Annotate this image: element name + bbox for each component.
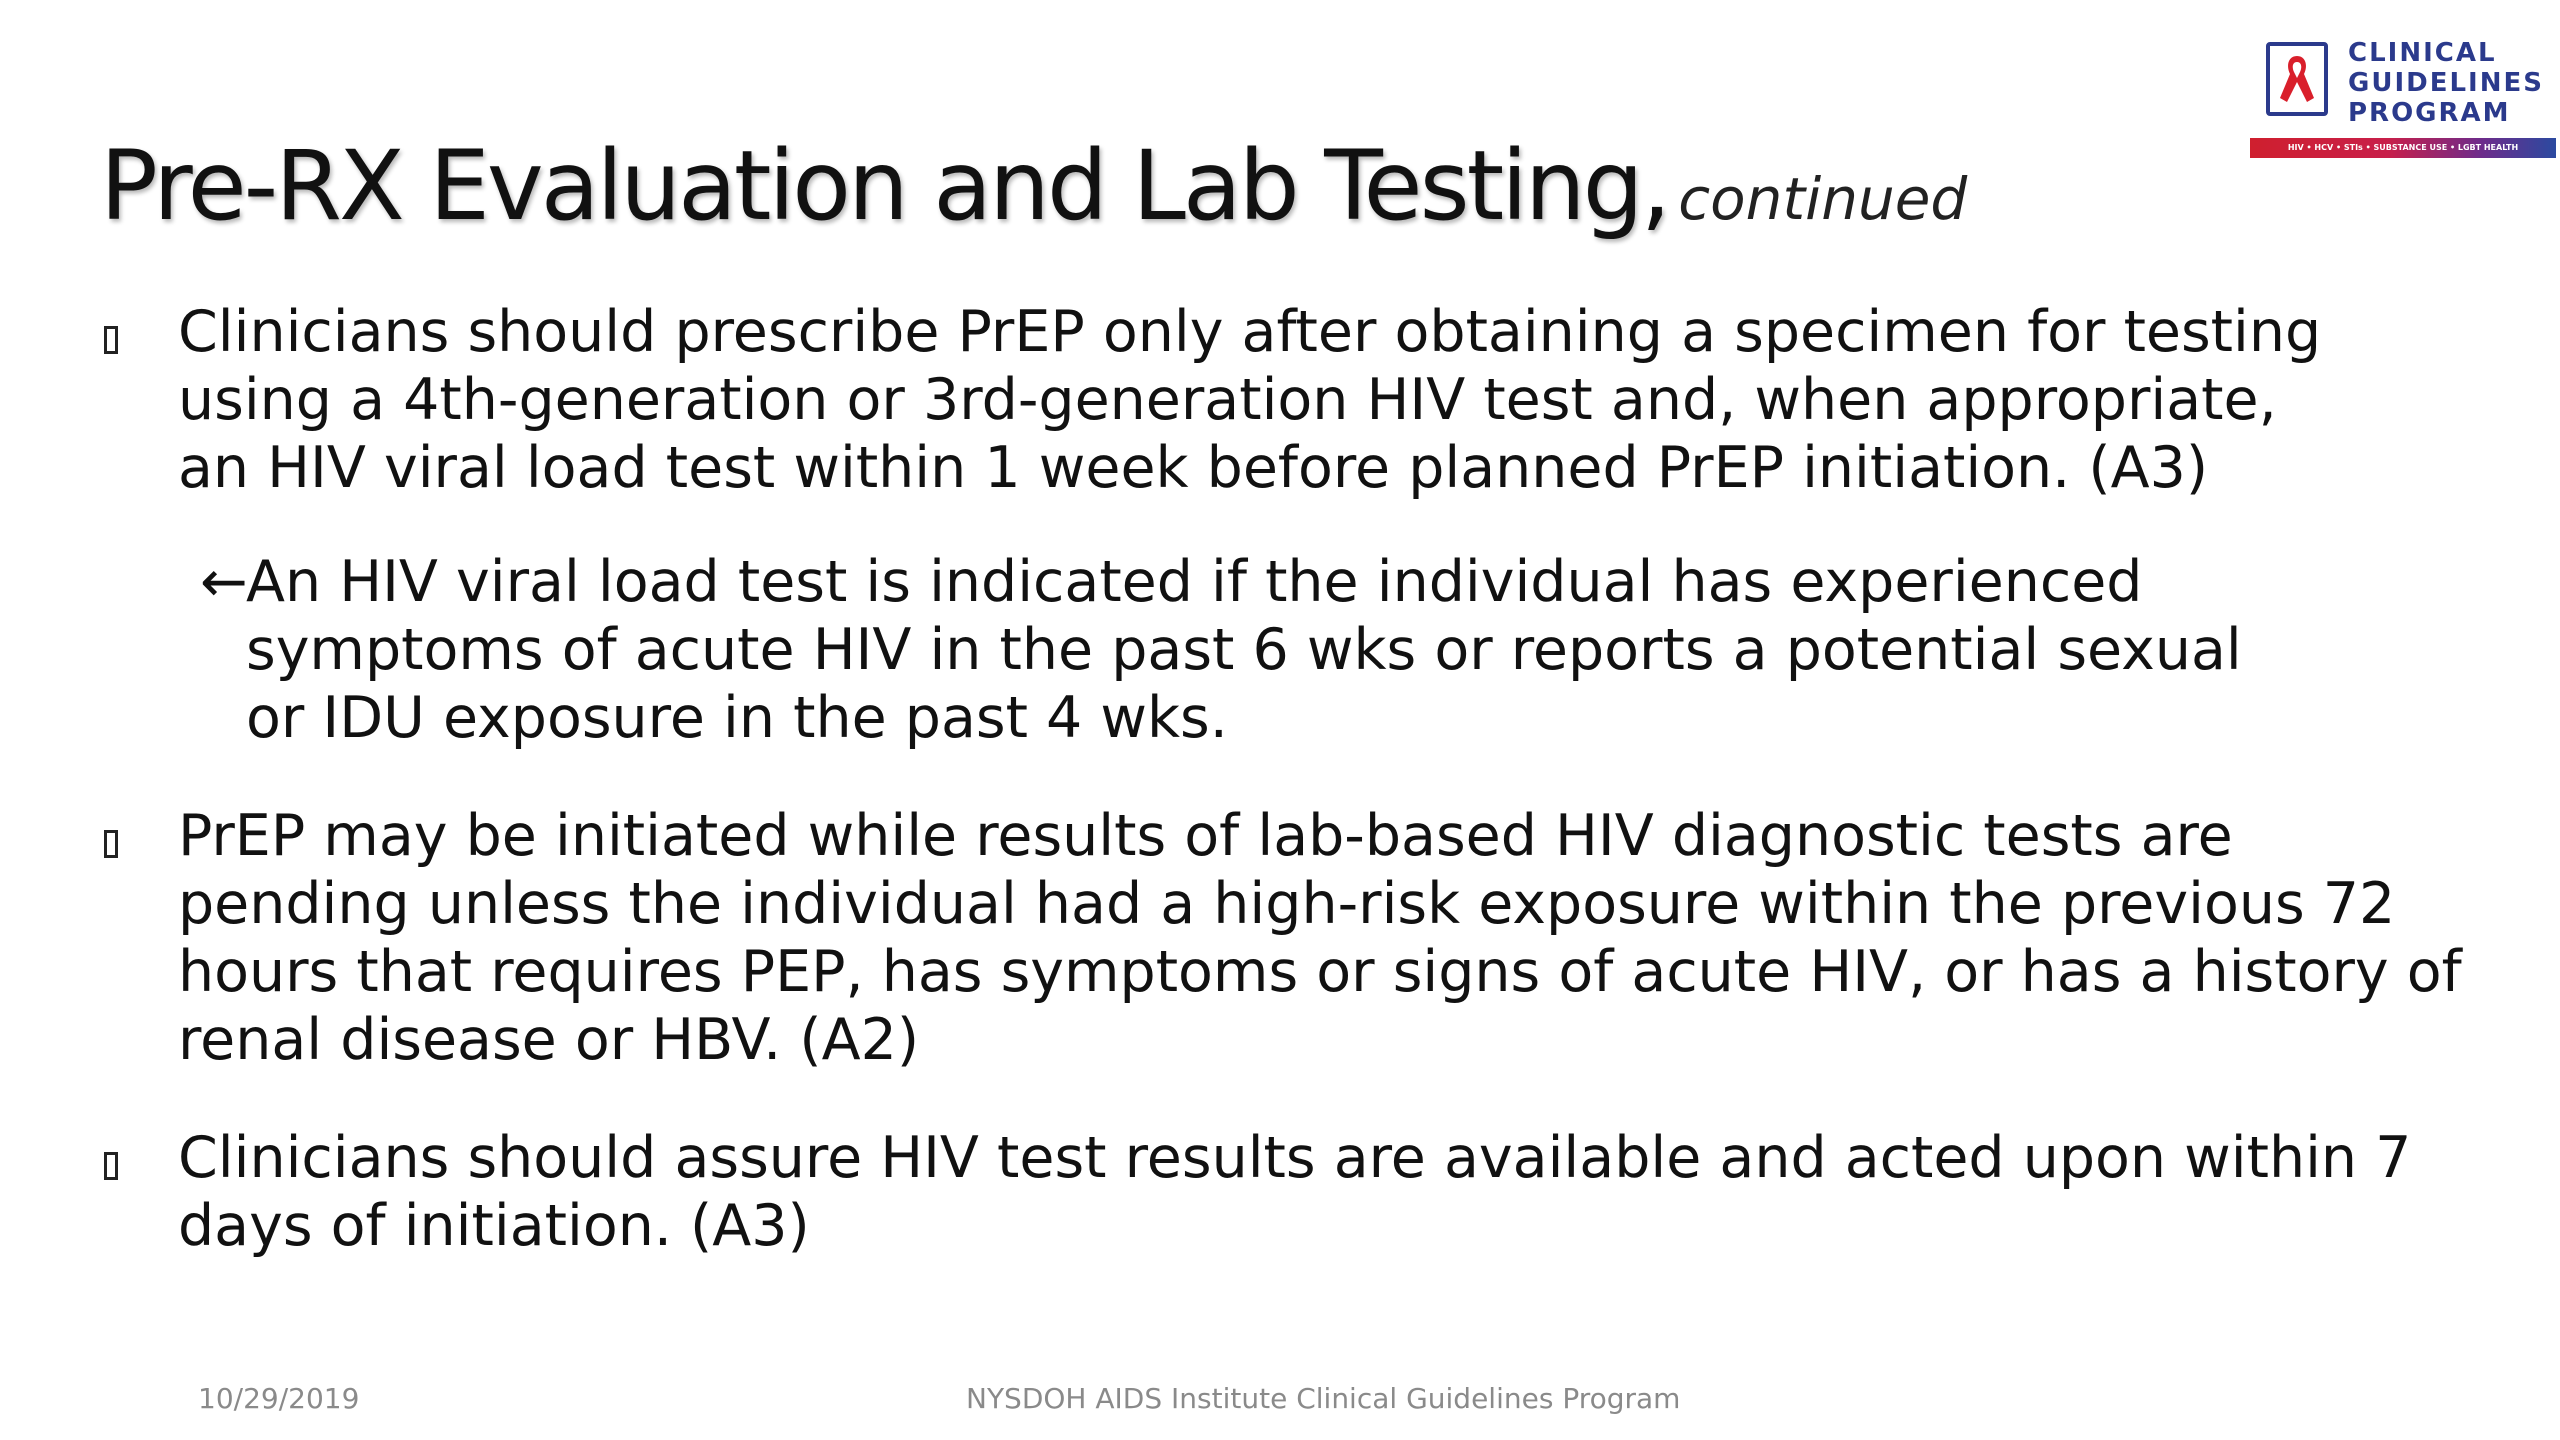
bullet-item (100, 298, 2480, 502)
left-arrow-icon: ← (200, 549, 248, 615)
awareness-ribbon-icon (2276, 52, 2318, 108)
clinical-guidelines-logo (2250, 38, 2556, 160)
footer-program-name: NYSDOH AIDS Institute Clinical Guidelines Program (966, 1382, 1681, 1415)
bullet-box-icon (104, 830, 118, 858)
title-subtitle: continued (1678, 165, 1968, 233)
bullet-text: Clinicians should prescribe PrEP only after obtaining a specimen for testing using a 4th-generation or 3rd-generation HIV test and, when appropriate, an HIV viral load test within 1 week before planned PrEP initiation. (A3) (178, 299, 2322, 501)
slide-title (100, 130, 1967, 242)
bullet-box-icon (104, 1152, 118, 1180)
sub-bullet-text: An HIV viral load test is indicated if the individual has experienced symptoms of acute HIV in the past 6 wks or reports a potential sexual or IDU exposure in the past 4 wks. (246, 549, 2242, 751)
bullet-text: PrEP may be initiated while results of lab-based HIV diagnostic tests are pending unless the individual had a high-risk exposure within the previous 72 hours that requires PEP, has symptoms or signs of acute HIV, or has a history of renal disease or HBV. (A2) (178, 803, 2462, 1073)
bullet-item (100, 802, 2480, 1074)
logo-line-clinical: CLINICAL (2348, 38, 2497, 68)
footer-date: 10/29/2019 (198, 1382, 360, 1415)
bullet-box-icon (104, 326, 118, 354)
slide-body (100, 298, 2480, 1310)
logo-wordmark (2348, 38, 2556, 128)
ribbon-logo-frame (2266, 42, 2328, 116)
bullet-text: Clinicians should assure HIV test results are available and acted upon within 7 days of initiation. (A3) (178, 1125, 2412, 1259)
sub-bullet-item (100, 548, 2480, 752)
logo-line-program: PROGRAM (2348, 98, 2511, 128)
title-main: Pre-RX Evaluation and Lab Testing, (100, 130, 1669, 242)
logo-line-guidelines: GUIDELINES (2348, 68, 2544, 98)
logo-tagline-strip: HIV • HCV • STIs • SUBSTANCE USE • LGBT HEALTH (2250, 138, 2556, 158)
bullet-item (100, 1124, 2480, 1260)
